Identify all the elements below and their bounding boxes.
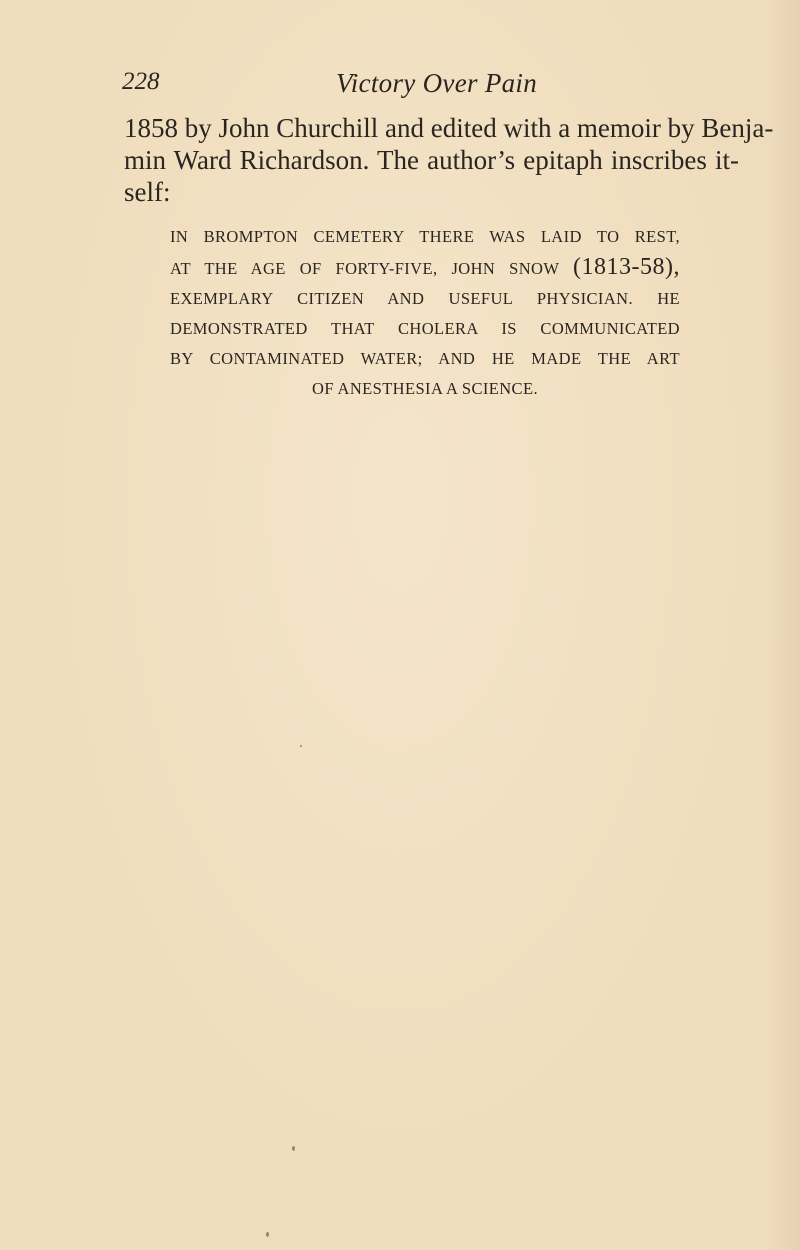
epitaph-line-6: OF ANESTHESIA A SCIENCE. bbox=[312, 379, 538, 398]
epitaph-line-5: BY CONTAMINATED WATER; AND HE MADE THE ART bbox=[170, 349, 680, 368]
epitaph-line-4: DEMONSTRATED THAT CHOLERA IS COMMUNICATED bbox=[170, 319, 680, 338]
body-paragraph bbox=[124, 112, 774, 208]
page-number: 228 bbox=[122, 68, 160, 95]
epitaph-line-3: EXEMPLARY CITIZEN AND USEFUL PHYSICIAN. HE bbox=[170, 289, 680, 308]
paper-speck bbox=[292, 1146, 295, 1151]
epitaph-years: (1813-58), bbox=[573, 254, 680, 280]
paper-speck bbox=[266, 1232, 269, 1237]
epitaph-line-2 bbox=[170, 252, 680, 284]
running-title: Victory Over Pain bbox=[336, 68, 538, 98]
epitaph-block bbox=[170, 222, 680, 404]
running-head bbox=[122, 66, 722, 106]
epitaph-line-1: IN BROMPTON CEMETERY THERE WAS LAID TO REST, bbox=[170, 227, 680, 246]
body-line-2: min Ward Richardson. The author’s epitaph inscribes it- bbox=[124, 145, 739, 175]
epitaph-line-2-text: AT THE AGE OF FORTY-FIVE, JOHN SNOW bbox=[170, 259, 560, 278]
paper-speck bbox=[300, 745, 302, 747]
body-line-3: self: bbox=[124, 177, 171, 207]
body-line-1: 1858 by John Churchill and edited with a memoir by Benja- bbox=[124, 113, 774, 143]
